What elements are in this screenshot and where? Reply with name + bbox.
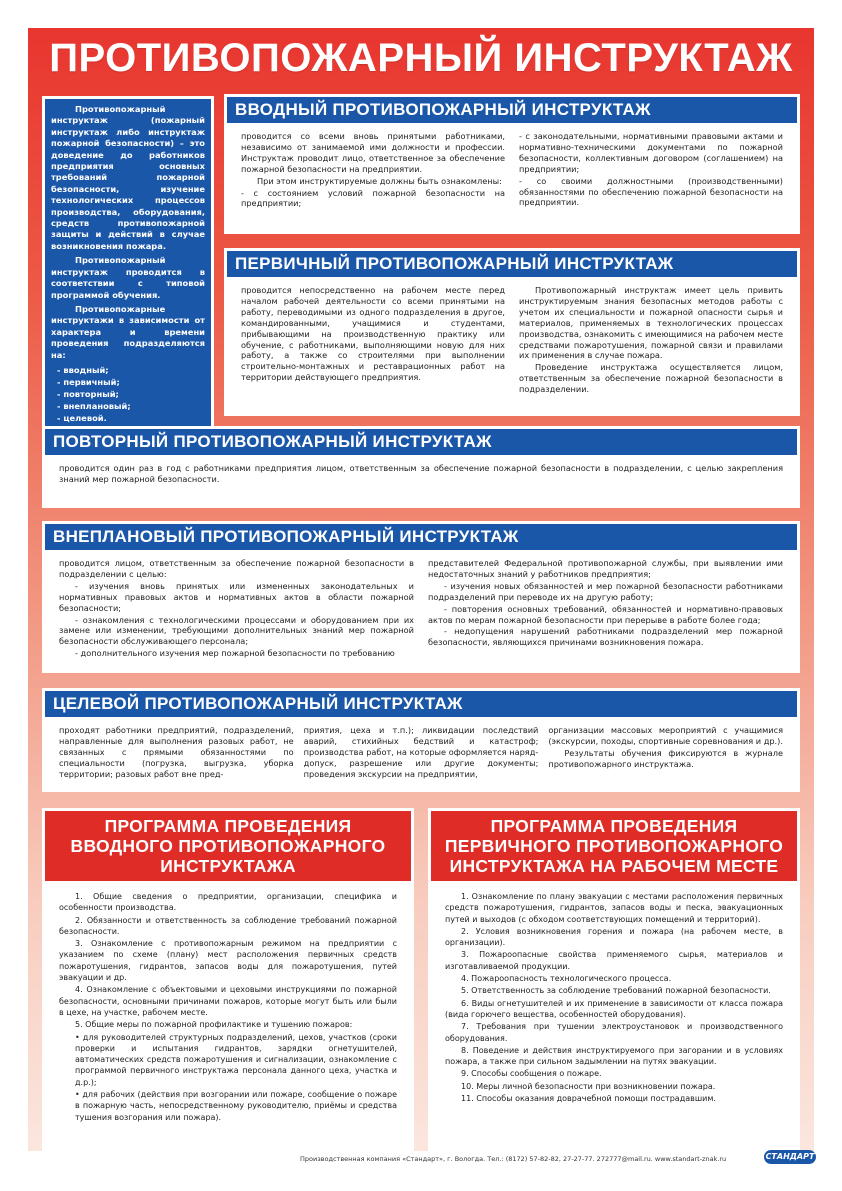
list-item: - первичный; <box>57 376 120 387</box>
program-title-line: ПРОГРАММА ПРОВЕДЕНИЯ <box>490 816 738 836</box>
sidebar-types-list <box>51 364 205 424</box>
section-title: ЦЕЛЕВОЙ ПРОТИВОПОЖАРНЫЙ ИНСТРУКТАЖ <box>45 691 797 717</box>
section-vvodny <box>224 94 800 234</box>
list-item: 6. Виды огнетушителей и их применение в зависимости от класса пожара (вида горючего вещества, особенностей оборудования). <box>445 998 783 1019</box>
section-title: ПЕРВИЧНЫЙ ПРОТИВОПОЖАРНЫЙ ИНСТРУКТАЖ <box>227 251 797 277</box>
paragraph: Противопожарный инструктаж имеет цель привить инструктируемым знания безопасных методов работы с учетом их специальности и пожарной опасности сырья и материалов, применяемых в технологических процессах производства, ознакомить с имеющимися на рабочем месте средствами пожаротушения, пожарной связи и правилами их применения в случае пожара. <box>519 285 783 361</box>
section-vneplanovy <box>42 521 800 673</box>
list-item: - целевой. <box>57 412 107 423</box>
program-title-line: ПЕРВИЧНОГО ПРОТИВОПОЖАРНОГО <box>444 836 784 856</box>
paragraph: - ознакомления с технологическими процессами и оборудованием при их замене или изменении, требующими дополнительных знаний мер пожарной безопасности обслуживающего персонала; <box>59 614 414 647</box>
paragraph: - изучения вновь принятых или измененных законодательных и нормативных правовых актов и нормативных актов в области пожарной безопасности; <box>59 580 414 613</box>
footer-contacts: Производственная компания «Стандарт», г. Вологда. Тел.: (8172) 57-82-82, 27-27-77. 272777@mail.ru. www.standart-znak.ru <box>300 1155 727 1163</box>
program-title-line: ИНСТРУКТАЖА <box>160 856 296 876</box>
list-item: 11. Способы оказания доврачебной помощи пострадавшим. <box>461 1094 716 1104</box>
sidebar-definition: Противопожарный инструктаж (пожарный инструктаж либо инструктаж пожарной безопасности) – это доведение до работников предприятия основных требований пожарной безопасности, изучение технологических процессов производства, оборудования, средств противопожарной защиты и действий в случае возникновения пожара. <box>51 104 205 251</box>
sidebar-program-note: Противопожарный инструктаж проводится в соответствии с типовой программой обучения. <box>51 255 205 300</box>
program-title-line: ПРОГРАММА ПРОВЕДЕНИЯ <box>104 816 352 836</box>
paragraph: При этом инструктируемые должны быть ознакомлены: <box>257 175 502 186</box>
list-item: 5. Общие меры по пожарной профилактике и тушению пожаров: <box>75 1020 353 1030</box>
list-item: 10. Меры личной безопасности при возникновении пожара. <box>461 1081 716 1091</box>
paragraph: приятия, цеха и т.п.); ликвидации последствий аварий, стихийных бедствий и катастроф; производства работ, на которые оформляется наряд-допуск, разрешение или другие документы; проведения экскурсии на предприятии, <box>303 725 539 779</box>
paragraph: организации массовых мероприятий с учащимися (экскурсии, походы, спортивные соревнования и др.). <box>548 725 784 746</box>
company-logo: СТАНДАРТ <box>764 1150 816 1164</box>
program-vvodny <box>42 808 414 1152</box>
paragraph: Результаты обучения фиксируются в журнале противопожарного инструктажа. <box>548 747 784 769</box>
section-title: ПОВТОРНЫЙ ПРОТИВОПОЖАРНЫЙ ИНСТРУКТАЖ <box>45 429 797 455</box>
paragraph: проводится со всеми вновь принятыми работниками, независимо от занимаемой ими должности и профессии. Инструктаж проводит лицо, ответственное за обеспечение пожарной безопасности на предприятии. <box>241 131 505 174</box>
section-pervichny <box>224 248 800 416</box>
paragraph: - с законодательными, нормативными правовыми актами и нормативно-техническими документами по пожарной безопасности, коллективным договором (соглашением) на предприятии; <box>519 131 783 174</box>
list-item: 7. Требования при тушении электроустановок и производственного оборудования. <box>445 1022 783 1043</box>
paragraph: проводится непосредственно на рабочем месте перед началом рабочей деятельности со всеми принятыми на работу, переводимыми из одного подразделения в другое, командированными, учащимися и студентами, прибывающими на производственную практику или обучение, с работниками, выполняющими новую для них работу, а также со строителями при выполнении строительно-монтажных и реставрационных работ на территории действующего предприятия. <box>241 285 505 383</box>
paragraph: представителей Федеральной противопожарной службы, при выявлении ими недостаточных знаний у работников предприятия; <box>428 558 783 579</box>
program-pervichny <box>428 808 800 1152</box>
paragraph: - изучения новых обязанностей и мер пожарной безопасности работниками подразделений при переводе их на другую работу; <box>428 580 783 602</box>
poster <box>28 28 814 1151</box>
sidebar-types-intro: Противопожарные инструктажи в зависимости от характера и времени проведения подразделяются на: <box>51 303 205 360</box>
section-celevoy <box>42 688 800 792</box>
section-title: ВНЕПЛАНОВЫЙ ПРОТИВОПОЖАРНЫЙ ИНСТРУКТАЖ <box>45 524 797 550</box>
paragraph: проводится лицом, ответственным за обеспечение пожарной безопасности в подразделении с целью: <box>59 558 414 579</box>
list-item: 1. Общие сведения о предприятии, организации, специфика и особенности производства. <box>59 892 397 913</box>
program-title <box>45 811 411 881</box>
paragraph: - недопущения нарушений работниками подразделений мер пожарной безопасности, являющихся причинами возникновения пожара. <box>428 626 783 648</box>
definition-sidebar <box>42 96 214 442</box>
paragraph: - повторения основных требований, обязанностей и нормативно-правовых актов по мерам пожарной безопасности при перерыве в работе более года; <box>428 603 783 625</box>
list-item: 2. Обязанности и ответственность за соблюдение требований пожарной безопасности. <box>59 915 397 936</box>
paragraph: проводится один раз в год с работниками предприятия лицом, ответственным за обеспечение пожарной безопасности в подразделении, с целью закрепления знаний мер пожарной безопасности. <box>59 463 783 484</box>
list-item: 5. Ответственность за соблюдение требований пожарной безопасности. <box>461 986 771 996</box>
paragraph: Проведение инструктажа осуществляется лицом, ответственным за обеспечение пожарной безопасности в подразделении. <box>519 362 783 395</box>
list-item: - повторный; <box>57 388 119 399</box>
list-item: • для рабочих (действия при возгорании или пожаре, сообщение о пожаре в пожарную часть, непосредственному руководителю, приёмы и средства тушения возгорания или пожара). <box>75 1090 397 1122</box>
paragraph: - с состоянием условий пожарной безопасности на предприятии; <box>241 187 505 209</box>
list-item: 9. Способы сообщения о пожаре. <box>461 1069 602 1079</box>
section-title: ВВОДНЫЙ ПРОТИВОПОЖАРНЫЙ ИНСТРУКТАЖ <box>227 97 797 123</box>
paragraph: проходят работники предприятий, подразделений, направленные для выполнения разовых работ, не связанных с прямыми обязанностями по специальности (погрузка, выгрузка, уборка территории; разовых работ вне пред- <box>59 725 294 779</box>
list-item: • для руководителей структурных подразделений, цехов, участков (сроки проверки и испытания гидрантов, зарядки огнетушителей, автоматических средств пожаротушения и сигнализации, ознакомление с программой первичного инструктажа персонала данного цеха, участка и д.р.); <box>75 1032 397 1087</box>
list-item: 3. Пожароопасные свойства применяемого сырья, материалов и изготавливаемой продукции. <box>445 950 783 971</box>
program-title <box>431 811 797 881</box>
list-item: - внеплановый; <box>57 400 131 411</box>
program-title-line: ВВОДНОГО ПРОТИВОПОЖАРНОГО <box>70 836 386 856</box>
list-item: - вводный; <box>57 364 109 375</box>
list-item: 4. Ознакомление с объектовыми и цеховыми инструкциями по пожарной безопасности, основными причинами пожаров, которые могут быть или были в цехе, на участке, рабочем месте. <box>59 985 397 1017</box>
paragraph: - со своими должностными (производственными) обязанностями по обеспечению пожарной безопасности на предприятии. <box>519 175 783 208</box>
program-title-line: ИНСТРУКТАЖА НА РАБОЧЕМ МЕСТЕ <box>449 856 779 876</box>
section-povtorny <box>42 426 800 508</box>
list-item: 2. Условия возникновения горения и пожара (на рабочем месте, в организации). <box>445 926 783 948</box>
list-item: 1. Ознакомление по плану эвакуации с местами расположения первичных средств пожаротушения, гидрантов, запасов воды и песка, эвакуационных путей и выходов (с обходом соответствующих помещений и территорий). <box>445 892 783 924</box>
page-title: ПРОТИВОПОЖАРНЫЙ ИНСТРУКТАЖ <box>49 36 793 80</box>
list-item: 3. Ознакомление с противопожарным режимом на предприятии с указанием по схеме (плану) мест расположения первичных средств пожаротушения, гидрантов, запасов воды для пожаротушения, путей эвакуации и др. <box>59 939 397 983</box>
paragraph: - дополнительного изучения мер пожарной безопасности по требованию <box>75 648 395 659</box>
list-item: 8. Поведение и действия инструктируемого при загорании и в условиях пожара, а также при сильном задымлении на путях эвакуации. <box>445 1045 783 1067</box>
list-item: 4. Пожароопасность технологического процесса. <box>461 974 672 984</box>
